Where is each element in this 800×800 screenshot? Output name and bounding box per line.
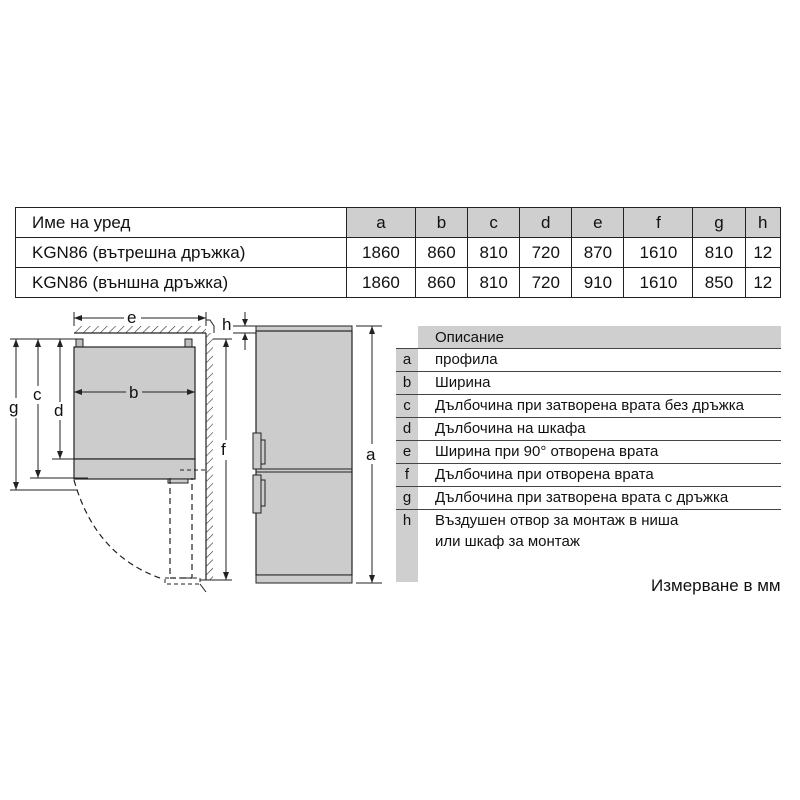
- table-row: [16, 268, 781, 298]
- cabinet-body: [74, 347, 195, 459]
- side-wall-hatch: [206, 333, 213, 580]
- table-cell: 720: [520, 268, 572, 298]
- column-header: b: [415, 208, 467, 238]
- lower-door-handle: [253, 475, 261, 513]
- table-cell: 12: [745, 238, 780, 268]
- legend-letter: a: [402, 351, 412, 368]
- table-cell: 1610: [624, 238, 693, 268]
- table-row: [16, 238, 781, 268]
- legend-text: Дълбочина при отворена врата: [435, 466, 654, 483]
- dim-b-label: b: [129, 383, 139, 402]
- table-header-row: [16, 208, 781, 238]
- measurement-units-note: Измерване в мм: [651, 576, 781, 595]
- legend-divider: [396, 348, 781, 349]
- fridge-dimension-diagram: [0, 300, 400, 600]
- column-header: a: [347, 208, 416, 238]
- dim-h-label: h: [222, 315, 232, 334]
- dim-a-arrow-top: [369, 326, 375, 334]
- table-cell: 810: [468, 268, 520, 298]
- column-header: d: [520, 208, 572, 238]
- table-cell: 1860: [347, 238, 416, 268]
- dim-g-arrow-bottom: [13, 482, 19, 490]
- table-cell: 860: [415, 268, 467, 298]
- table-cell: 860: [415, 238, 467, 268]
- top-view: [8, 308, 233, 592]
- table-cell: 850: [693, 268, 745, 298]
- row-device-name: KGN86 (вътрешна дръжка): [16, 238, 347, 268]
- dim-h-arrow-top: [242, 319, 248, 326]
- table-cell: 1860: [347, 268, 416, 298]
- dim-d-label: d: [54, 401, 64, 420]
- row-device-name: KGN86 (външна дръжка): [16, 268, 347, 298]
- handle: [168, 479, 188, 483]
- column-header: e: [572, 208, 624, 238]
- upper-handle-grip: [261, 440, 265, 464]
- dim-g-label: g: [9, 398, 19, 417]
- column-header: f: [624, 208, 693, 238]
- rear-foot-left: [76, 339, 83, 347]
- table-cell: 810: [693, 238, 745, 268]
- legend-text: профила: [435, 351, 498, 368]
- legend-divider: [396, 509, 781, 510]
- legend-text: Дълбочина при затворена врата без дръжка: [435, 397, 745, 414]
- legend-text: Ширина при 90° отворена врата: [435, 443, 659, 460]
- dim-c-arrow-top: [35, 339, 41, 347]
- dim-c-label: c: [33, 385, 42, 404]
- dimensions-table: [15, 207, 781, 298]
- legend-letter: h: [402, 512, 412, 529]
- dim-e-label: e: [127, 308, 137, 327]
- door-swing-arc: [74, 480, 160, 578]
- legend-letter: d: [402, 420, 412, 437]
- legend-text: или шкаф за монтаж: [435, 533, 580, 550]
- legend-letter: c: [403, 397, 411, 414]
- dim-g-arrow-top: [13, 339, 19, 347]
- table-cell: 810: [468, 238, 520, 268]
- rear-wall-hatch: [74, 326, 206, 333]
- legend-divider: [396, 417, 781, 418]
- table-cell: 1610: [624, 268, 693, 298]
- dim-c-arrow-bottom: [35, 470, 41, 478]
- dim-d-arrow-top: [57, 339, 63, 347]
- table-cell: 720: [520, 238, 572, 268]
- upper-door-handle: [253, 433, 261, 469]
- legend-text: Ширина: [435, 374, 491, 391]
- dim-d-arrow-bottom: [57, 451, 63, 459]
- open-door-outline: [170, 478, 192, 578]
- lower-handle-grip: [261, 480, 265, 506]
- legend-divider: [396, 394, 781, 395]
- legend-divider: [396, 463, 781, 464]
- wall-corner: [206, 320, 214, 333]
- legend-letter: g: [402, 489, 412, 506]
- table-cell: 910: [572, 268, 624, 298]
- wall-bottom-tick: [200, 584, 206, 592]
- table-cell: 870: [572, 238, 624, 268]
- table-cell: 12: [745, 268, 780, 298]
- dim-a-arrow-bottom: [369, 575, 375, 583]
- dim-e-arrow-left: [74, 315, 82, 321]
- dim-e-arrow-right: [198, 315, 206, 321]
- dim-f-arrow-bottom: [223, 572, 229, 580]
- appliance-base: [256, 575, 352, 583]
- appliance-front: [256, 331, 352, 575]
- legend-header: [418, 326, 781, 348]
- open-handle-outline: [165, 578, 200, 584]
- dim-h-arrow-bottom: [242, 333, 248, 340]
- appliance-top: [256, 326, 352, 331]
- legend-letter: b: [402, 374, 412, 391]
- legend-divider: [396, 440, 781, 441]
- legend-text: Дълбочина на шкафа: [435, 420, 586, 437]
- legend-divider: [396, 486, 781, 487]
- legend-header-label: Описание: [435, 329, 505, 346]
- legend-letter: f: [404, 466, 410, 483]
- side-view: [222, 312, 382, 583]
- header-device-name: Име на уред: [16, 208, 347, 238]
- dim-f-label: f: [221, 440, 226, 459]
- column-header: c: [468, 208, 520, 238]
- legend-letter: e: [402, 443, 412, 460]
- dim-f-arrow-top: [223, 339, 229, 347]
- door: [74, 459, 195, 479]
- column-header: h: [745, 208, 780, 238]
- rear-foot-right: [185, 339, 192, 347]
- column-header: g: [693, 208, 745, 238]
- legend-text: Дълбочина при затворена врата с дръжка: [435, 489, 729, 506]
- dim-a-label: a: [366, 445, 376, 464]
- legend-text: Въздушен отвор за монтаж в ниша: [435, 512, 679, 529]
- legend-divider: [396, 371, 781, 372]
